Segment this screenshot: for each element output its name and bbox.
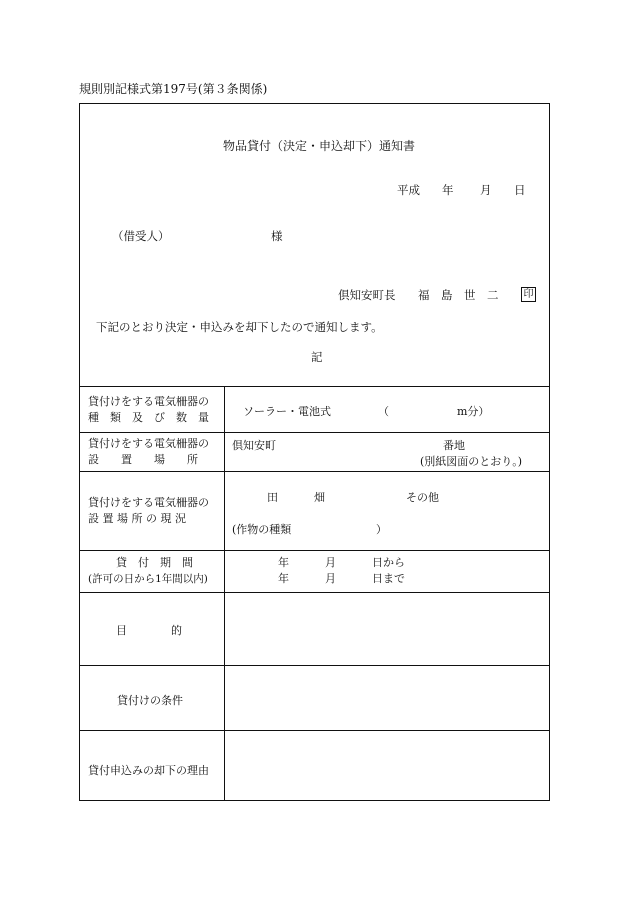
date-year-label: 年 <box>442 183 454 197</box>
to-year: 年 <box>278 572 289 585</box>
table-row-installation-location <box>80 432 549 472</box>
length-unit: m分） <box>457 405 490 418</box>
row-label <box>80 472 225 551</box>
town-name: 倶知安町 <box>232 439 276 452</box>
table-row-rejection-reason <box>80 730 549 800</box>
banchi-label: 番地 <box>443 439 465 452</box>
field-ta: 田 <box>267 491 278 504</box>
purpose-value[interactable] <box>225 593 549 666</box>
date-era: 平成 <box>397 183 420 197</box>
crop-paren-close: ） <box>376 523 387 536</box>
from-day: 日から <box>372 556 405 569</box>
row-label <box>80 551 225 593</box>
table-row-equipment-type <box>80 387 549 432</box>
seal-mark <box>521 286 536 302</box>
separate-map-note: (別紙図面のとおり。) <box>420 455 523 468</box>
row-label <box>80 731 225 800</box>
seal-box: 印 <box>521 287 536 302</box>
label-line: 貸付けをする電気柵器の <box>88 496 209 509</box>
purpose-label: 目 的 <box>116 624 182 637</box>
row-label <box>80 593 225 666</box>
notice-header-section <box>80 104 549 386</box>
from-month: 月 <box>325 556 336 569</box>
notice-title: 物品貸付（決定・申込却下）通知書 <box>223 139 416 153</box>
label-line: 貸付けをする電気柵器の <box>88 437 209 450</box>
label-line: 貸付けをする電気柵器の <box>88 395 209 408</box>
recipient-honorific: 様 <box>271 229 283 243</box>
from-year: 年 <box>278 556 289 569</box>
equipment-type: ソーラー・電池式 <box>243 405 331 418</box>
issuer-name: 福 島 世 二 <box>418 288 499 302</box>
ki-marker: 記 <box>311 350 323 364</box>
row-label <box>80 387 225 432</box>
row-value <box>225 472 549 551</box>
paren-open: （ <box>378 405 389 418</box>
table-row-site-condition <box>80 471 549 551</box>
notice-form <box>79 103 550 801</box>
crop-type-label: (作物の種類 <box>232 523 292 536</box>
table-row-loan-period <box>80 550 549 593</box>
conditions-label: 貸付けの条件 <box>117 694 183 707</box>
form-number: 規則別記様式第197号(第３条関係) <box>79 82 268 96</box>
field-hata: 畑 <box>314 491 325 504</box>
date-month-label: 月 <box>480 183 492 197</box>
label-line: 設 置 場 所 <box>88 453 198 466</box>
details-table <box>80 386 549 800</box>
row-value <box>225 387 549 432</box>
row-label <box>80 433 225 472</box>
row-value <box>225 433 549 472</box>
conditions-value[interactable] <box>225 666 549 731</box>
issuer-title: 倶知安町長 <box>338 288 396 302</box>
table-row-conditions <box>80 665 549 731</box>
label-line: 種 類 及 び 数 量 <box>88 411 209 424</box>
notice-body-text: 下記のとおり決定・申込みを却下したので通知します。 <box>96 320 383 334</box>
row-label <box>80 666 225 731</box>
date-day-label: 日 <box>514 183 526 197</box>
rejection-reason-value[interactable] <box>225 731 549 800</box>
recipient-label: （借受人） <box>112 229 170 243</box>
to-day: 日まで <box>372 572 405 585</box>
to-month: 月 <box>325 572 336 585</box>
label-line: (許可の日から1年間以内) <box>88 573 208 585</box>
label-line: 設 置 場 所 の 現 況 <box>88 512 186 525</box>
rejection-reason-label: 貸付申込みの却下の理由 <box>88 764 209 777</box>
table-row-purpose <box>80 592 549 666</box>
field-other: その他 <box>406 491 439 504</box>
row-value <box>225 551 549 593</box>
label-line: 貸 付 期 間 <box>116 556 193 569</box>
